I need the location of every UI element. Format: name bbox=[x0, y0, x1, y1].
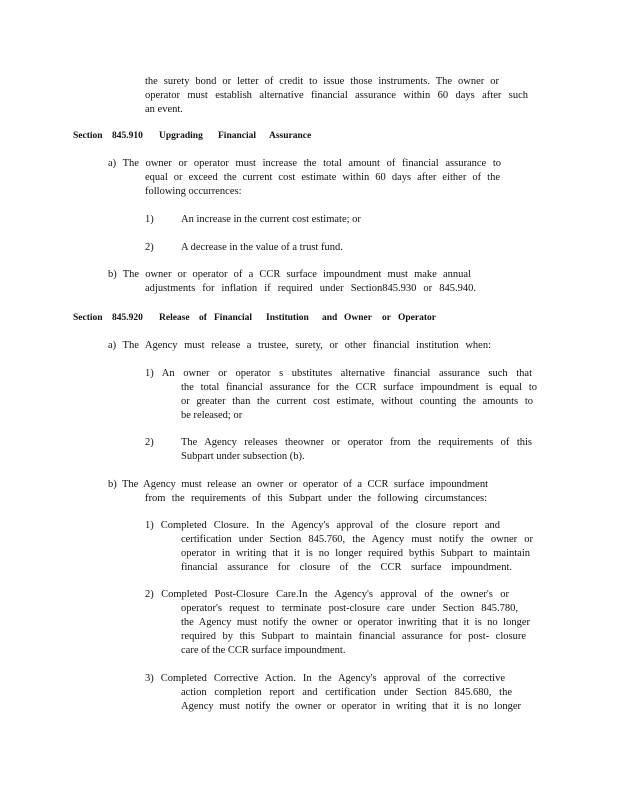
paragraph-920-a-line-1: a) The Agency must release a trustee, surety, or other financial institution when: bbox=[108, 340, 491, 351]
section-title-word: Operator bbox=[398, 313, 436, 323]
section-number: 845.910 bbox=[112, 131, 143, 141]
section-title-word: Assurance bbox=[269, 131, 312, 141]
section-845-910-heading bbox=[73, 130, 313, 144]
list-item-number: 2) bbox=[145, 437, 154, 448]
section-title-word: Institution bbox=[266, 313, 309, 323]
section-title-word: Financial bbox=[214, 313, 253, 323]
list-item-920-b2-line: operator's request to terminate post-closure care under Section 845.780, bbox=[181, 603, 518, 614]
list-item-920-a1-line: the total financial assurance for the CCR surface impoundment is equal to bbox=[181, 382, 537, 393]
list-item-920-b1-line: operator in writing that it is no longer required bythis Subpart to maintain bbox=[181, 548, 530, 559]
section-title-word: of bbox=[199, 313, 207, 323]
list-item-920-b3-line: action completion report and certification under Section 845.680, the bbox=[181, 687, 512, 698]
section-label: Section bbox=[73, 131, 103, 141]
paragraph-920-b-line-2: from the requirements of this Subpart under the following circumstances: bbox=[145, 493, 487, 504]
list-item-number: 1) bbox=[145, 214, 154, 225]
section-845-920-heading bbox=[73, 312, 436, 326]
list-item-920-a1-line: be released; or bbox=[181, 410, 243, 421]
section-title-word: Financial bbox=[218, 131, 257, 141]
paragraph-910-a-line-1: a) The owner or operator must increase the total amount of financial assurance to bbox=[108, 158, 501, 169]
list-item-text: A decrease in the value of a trust fund. bbox=[181, 242, 343, 253]
list-item-920-b2-first-line: 2) Completed Post-Closure Care.In the Agency's approval of the owner's or bbox=[145, 589, 509, 600]
list-item-920-b2-line: care of the CCR surface impoundment. bbox=[181, 645, 346, 656]
list-item-920-b3-line: Agency must notify the owner or operator in writing that it is no longer bbox=[181, 701, 521, 712]
section-number: 845.920 bbox=[112, 313, 143, 323]
intro-line-1: the surety bond or letter of credit to issue those instruments. The owner or bbox=[145, 76, 499, 87]
list-item-920-b1-line: certification under Section 845.760, the Agency must notify the owner or bbox=[181, 534, 533, 545]
list-item-920-a1-line: or greater than the current cost estimate, without counting the amounts to bbox=[181, 396, 533, 407]
list-item-text: An increase in the current cost estimate; or bbox=[181, 214, 361, 225]
section-title-word: Upgrading bbox=[159, 131, 203, 141]
paragraph-910-b-line-1: b) The owner or operator of a CCR surface impoundment must make annual bbox=[108, 269, 471, 280]
section-title-word: Owner bbox=[344, 313, 372, 323]
intro-line-3: an event. bbox=[145, 104, 183, 115]
list-item-920-b1-line: financial assurance for closure of the CCR surface impoundment. bbox=[181, 562, 512, 573]
section-title-word: Release bbox=[159, 313, 190, 323]
list-item-920-b1-first-line: 1) Completed Closure. In the Agency's approval of the closure report and bbox=[145, 520, 500, 531]
list-item-920-a2-line: Subpart under subsection (b). bbox=[181, 451, 305, 462]
paragraph-910-a-line-3: following occurrences: bbox=[145, 186, 242, 197]
list-item-920-b2-line: the Agency must notify the owner or operator inwriting that it is no longer bbox=[181, 617, 530, 628]
section-label: Section bbox=[73, 313, 103, 323]
intro-line-2: operator must establish alternative financial assurance within 60 days after such bbox=[145, 90, 528, 101]
list-item-920-a1-first-line: 1) An owner or operator s ubstitutes alternative financial assurance such that bbox=[145, 368, 532, 379]
section-title-word: and bbox=[322, 313, 338, 323]
list-item-number: 2) bbox=[145, 242, 154, 253]
paragraph-910-a-line-2: equal or exceed the current cost estimate within 60 days after either of the bbox=[145, 172, 500, 183]
list-item-920-a2-line: The Agency releases theowner or operator from the requirements of this bbox=[181, 437, 532, 448]
list-item-920-b3-first-line: 3) Completed Corrective Action. In the Agency's approval of the corrective bbox=[145, 673, 505, 684]
paragraph-910-b-line-2: adjustments for inflation if required under Section845.930 or 845.940. bbox=[145, 283, 476, 294]
paragraph-920-b-line-1: b) The Agency must release an owner or operator of a CCR surface impoundment bbox=[108, 479, 488, 490]
list-item-920-b2-line: required by this Subpart to maintain financial assurance for post- closure bbox=[181, 631, 526, 642]
section-title-word: or bbox=[382, 313, 391, 323]
